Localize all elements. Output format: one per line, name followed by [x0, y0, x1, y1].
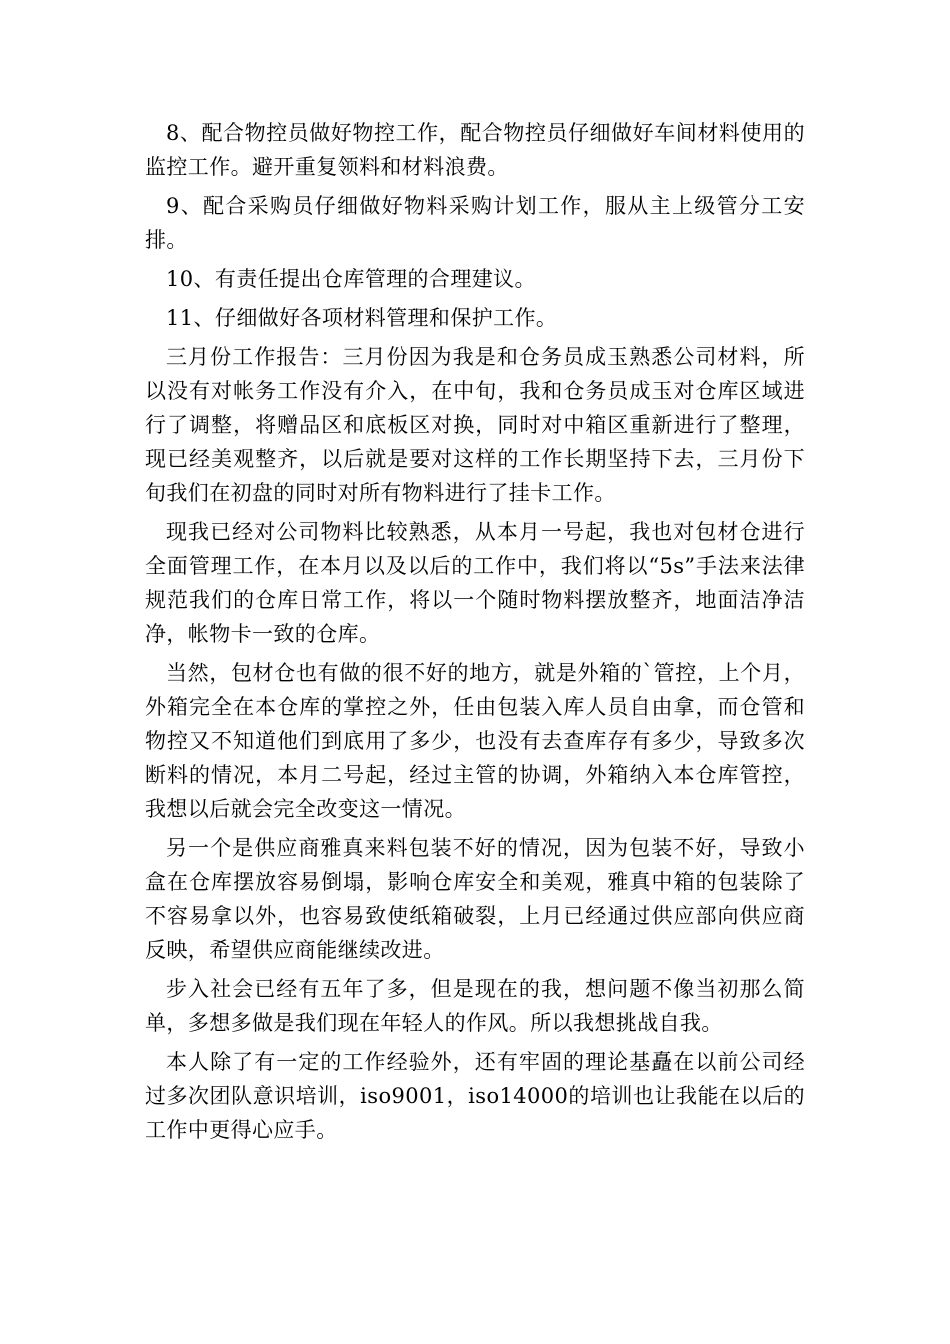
paragraph-5s-management: 现我已经对公司物料比较熟悉，从本月一号起，我也对包材仓进行全面管理工作，在本月以及以后的工作中，我们将以“5s”手法来法律规范我们的仓库日常工作，将以一个随时物料摆放整齐，地面洁净洁净，帐物卡一致的仓库。 — [145, 520, 805, 646]
paragraph-item-8: 8、配合物控员做好物控工作，配合物控员仔细做好车间材料使用的监控工作。避开重复领料和材料浪费。 — [145, 121, 805, 179]
paragraph-item-10: 10、有责任提出仓库管理的合理建议。 — [166, 267, 536, 291]
paragraph-item-11: 11、仔细做好各项材料管理和保护工作。 — [166, 306, 558, 330]
document-body — [145, 116, 805, 1152]
paragraph-item-9: 9、配合采购员仔细做好物料采购计划工作，服从主上级管分工安排。 — [145, 194, 805, 252]
paragraph-march-report: 三月份工作报告：三月份因为我是和仓务员成玉熟悉公司材料，所以没有对帐务工作没有介入，在中旬，我和仓务员成玉对仓库区域进行了调整，将赠品区和底板区对换，同时对中箱区重新进行了整理，现已经美观整齐，以后就是要对这样的工作长期坚持下去，三月份下旬我们在初盘的同时对所有物料进行了挂卡工作。 — [145, 345, 805, 505]
paragraph-outer-box-control: 当然，包材仓也有做的很不好的地方，就是外箱的`管控，上个月，外箱完全在本仓库的掌控之外，任由包装入库人员自由拿，而仓管和物控又不知道他们到底用了多少，也没有去查库存有多少，导致多次断料的情况，本月二号起，经过主管的协调，外箱纳入本仓库管控，我想以后就会完全改变这一情况。 — [145, 661, 805, 821]
paragraph-experience-training: 本人除了有一定的工作经验外，还有牢固的理论基矗在以前公司经过多次团队意识培训，iso9001，iso14000的培训也让我能在以后的工作中更得心应手。 — [145, 1050, 805, 1142]
paragraph-self-challenge: 步入社会已经有五年了多，但是现在的我，想问题不像当初那么简单，多想多做是我们现在年轻人的作风。所以我想挑战自我。 — [145, 977, 805, 1035]
paragraph-supplier-packaging: 另一个是供应商雅真来料包装不好的情况，因为包装不好，导致小盒在仓库摆放容易倒塌，影响仓库安全和美观，雅真中箱的包装除了不容易拿以外，也容易致使纸箱破裂，上月已经通过供应部向供应商反映，希望供应商能继续改进。 — [145, 836, 805, 962]
